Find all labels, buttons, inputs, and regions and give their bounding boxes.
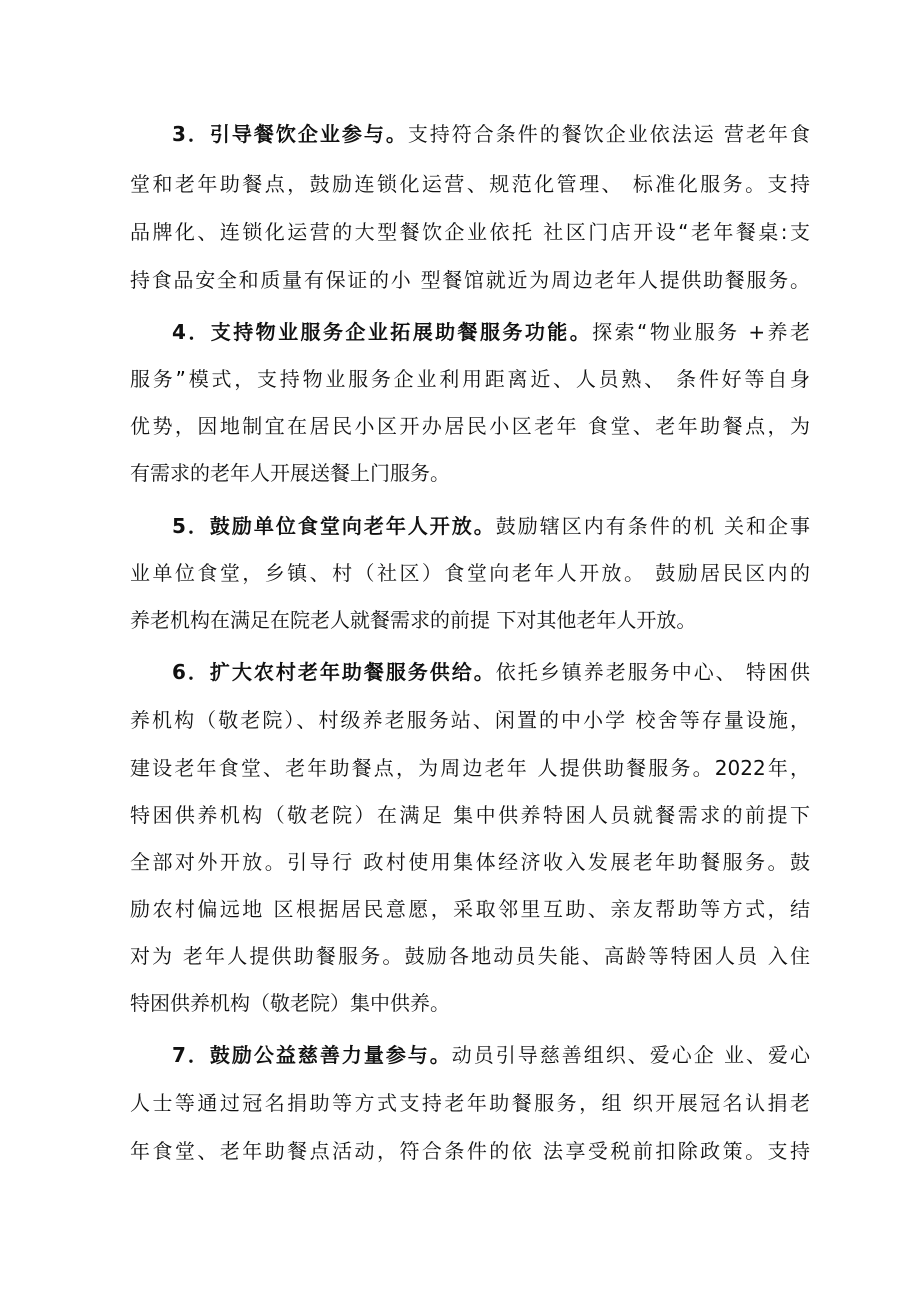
paragraph-6-line-4: 特困供养机构（敬老院）在满足 集中供养特困人员就餐需求的前提下	[130, 803, 810, 827]
paragraph-3-line-3: 品牌化、连锁化运营的大型餐饮企业依托 社区门店开设“老年餐桌:支	[130, 220, 810, 244]
paragraph-4-line-4: 有需求的老年人开展送餐上门服务。	[130, 461, 450, 485]
paragraph-6-heading: 6．扩大农村老年助餐服务供给。	[172, 660, 496, 684]
paragraph-4-line-1	[172, 318, 810, 346]
paragraph-7-text: 动员引导慈善组织、爱心企 业、爱心	[451, 1043, 810, 1067]
paragraph-3-line-1	[172, 120, 810, 148]
paragraph-6-line-6: 励农村偏远地 区根据居民意愿，采取邻里互助、亲友帮助等方式，结	[130, 897, 810, 921]
paragraph-4-line-2: 服务”模式，支持物业服务企业利用距离近、人员熟、 条件好等自身	[130, 367, 810, 391]
paragraph-3-text: 支持符合条件的餐饮企业依法运 营老年食	[407, 122, 810, 146]
paragraph-5-line-1	[172, 512, 810, 540]
paragraph-7-line-2: 人士等通过冠名捐助等方式支持老年助餐服务，组 织开展冠名认捐老	[130, 1091, 810, 1115]
paragraph-5-text: 鼓励辖区内有条件的机 关和企事	[495, 514, 811, 538]
paragraph-6-line-2: 养机构（敬老院）、村级养老服务站、闲置的中小学 校舍等存量设施，	[130, 708, 810, 732]
paragraph-4-heading: 4．支持物业服务企业拓展助餐服务功能。	[172, 320, 593, 344]
paragraph-6-line-1	[172, 658, 810, 686]
paragraph-6-text: 依托乡镇养老服务中心、 特困供	[495, 660, 811, 684]
paragraph-4-text: 探索“物业服务 +养老	[592, 320, 810, 344]
paragraph-7-line-3: 年食堂、老年助餐点活动，符合条件的依 法享受税前扣除政策。支持	[130, 1139, 810, 1163]
paragraph-5-line-3: 养老机构在满足在院老人就餐需求的前提 下对其他老年人开放。	[130, 608, 697, 632]
paragraph-5-line-2: 业单位食堂，乡镇、村（社区）食堂向老年人开放。 鼓励居民区内的	[130, 561, 810, 585]
paragraph-6-line-5: 全部对外开放。引导行 政村使用集体经济收入发展老年助餐服务。鼓	[130, 850, 810, 874]
paragraph-3-line-2: 堂和老年助餐点，鼓励连锁化运营、规范化管理、 标准化服务。支持	[130, 172, 810, 196]
paragraph-5-heading: 5．鼓励单位食堂向老年人开放。	[172, 514, 496, 538]
paragraph-6-line-3: 建设老年食堂、老年助餐点，为周边老年 人提供助餐服务。2022年，	[130, 756, 810, 780]
paragraph-6-line-8: 特困供养机构（敬老院）集中供养。	[130, 991, 450, 1015]
paragraph-7-heading: 7．鼓励公益慈善力量参与。	[172, 1043, 452, 1067]
paragraph-7-line-1	[172, 1041, 810, 1069]
paragraph-3-heading: 3．引导餐饮企业参与。	[172, 122, 408, 146]
paragraph-3-line-4: 持食品安全和质量有保证的小 型餐馆就近为周边老年人提供助餐服务。	[130, 268, 810, 292]
paragraph-6-line-7: 对为 老年人提供助餐服务。鼓励各地动员失能、高龄等特困人员 入住	[130, 944, 810, 968]
paragraph-4-line-3: 优势，因地制宜在居民小区开办居民小区老年 食堂、老年助餐点，为	[130, 414, 810, 438]
